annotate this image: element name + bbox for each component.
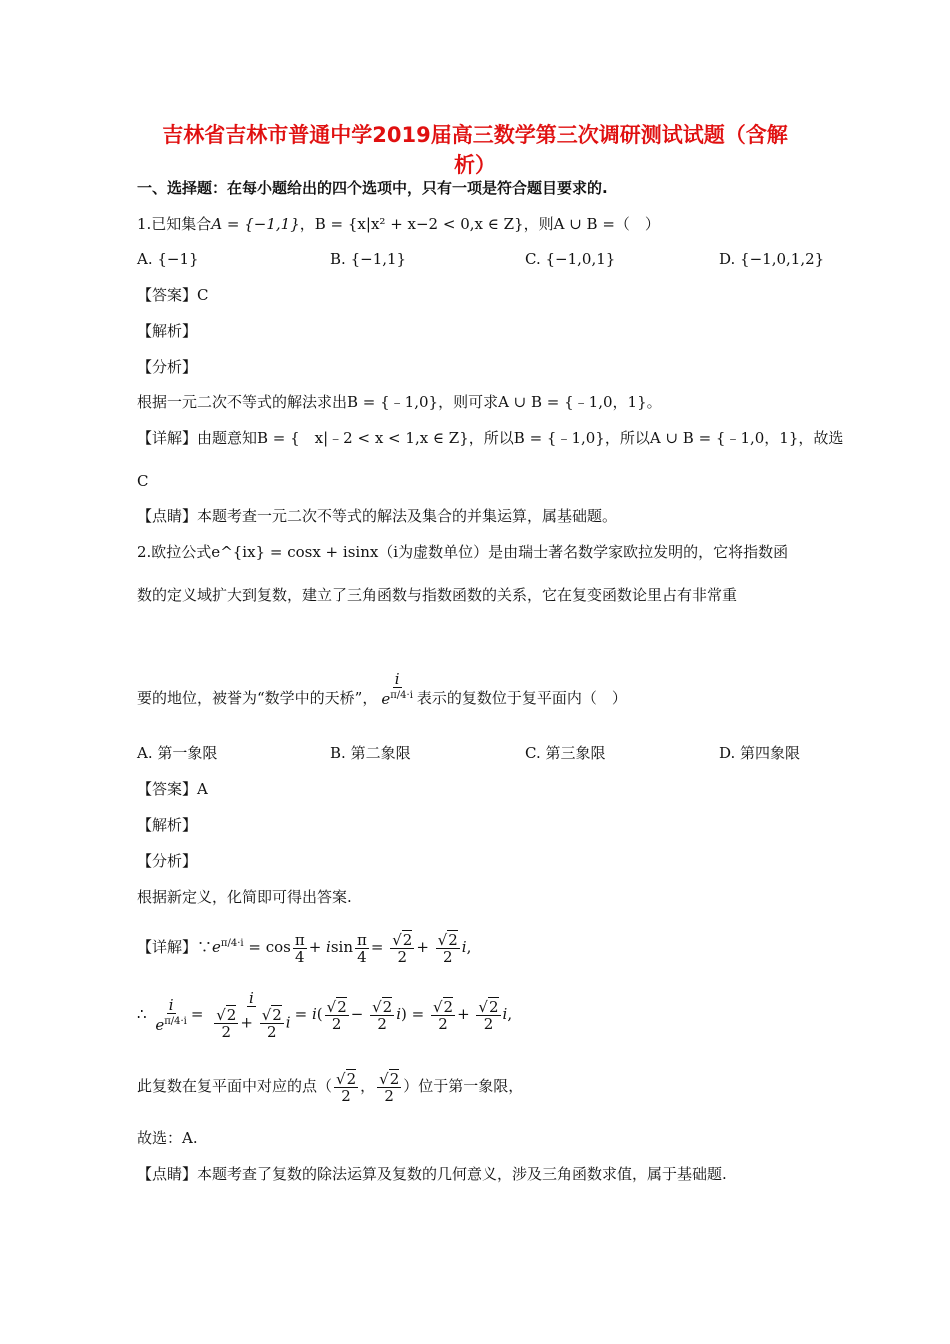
q2-option-d: D. 第四象限 — [719, 744, 801, 762]
title-line-1: 吉林省吉林市普通中学2019届高三数学第三次调研测试试题（含解 — [162, 123, 788, 147]
q1-set-b: ，B = {x|x² + x−2 < 0,x ∈ Z} — [299, 215, 524, 233]
q1-fenxi: 根据一元二次不等式的解法求出B = {﹣1,0}，则可求A ∪ B = {﹣1,0，1}。 — [137, 393, 662, 411]
q2-comment: 【点睛】本题考查了复数的除法运算及复数的几何意义，涉及三角函数求值，属于基础题. — [137, 1165, 727, 1183]
q1-option-a: A. {−1} — [137, 250, 199, 268]
document-title — [120, 120, 830, 180]
q1-analysis-heading: 【解析】 — [137, 322, 198, 340]
q1-stem-suffix: ，则A ∪ B =（ ） — [523, 215, 660, 233]
q2-conclusion: 故选：A. — [137, 1129, 198, 1147]
q2-option-b: B. 第二象限 — [330, 744, 411, 762]
q2-analysis-heading: 【解析】 — [137, 816, 198, 834]
q2-answer: 【答案】A — [137, 780, 208, 798]
q1-option-b: B. {−1,1} — [330, 250, 407, 268]
q2-line-3: 要的地位，被誉为“数学中的天桥”， $\frac{i}{e^{\pi/4\cdot i}}$ 表示的复数位于复平面内（ ） — [137, 670, 627, 708]
q2-option-a: A. 第一象限 — [137, 744, 218, 762]
q2-option-c: C. 第三象限 — [525, 744, 606, 762]
q2-fenxi: 根据新定义，化简即可得出答案. — [137, 888, 352, 906]
q1-comment: 【点睛】本题考查一元二次不等式的解法及集合的并集运算，属基础题。 — [137, 507, 618, 525]
q1-option-c: C. {−1,0,1} — [525, 250, 616, 268]
q2-fenxi-heading: 【分析】 — [137, 852, 198, 870]
q2-detail-formula-1: 【详解】$\because e^{\pi/4\cdot i} = \cos$ $\frac{\pi}{4}$ + isin $\frac{\pi}{4}$ = $\frac{√2}{2}$ + $\frac{√2}{2}$ i, — [137, 930, 472, 966]
q1-detail-tail: C — [137, 472, 149, 490]
q1-set-a: A = {−1,1} — [211, 215, 300, 233]
q1-stem — [137, 214, 660, 234]
section-heading: 一、选择题：在每小题给出的四个选项中，只有一项是符合题目要求的. — [137, 179, 608, 197]
q1-detail: 【详解】由题意知B = { x|﹣2 < x < 1,x ∈ Z}，所以B = {﹣1,0}，所以A ∪ B = {﹣1,0，1}，故选 — [137, 429, 844, 447]
q1-answer: 【答案】C — [137, 286, 209, 304]
title-line-2: 析） — [454, 153, 496, 177]
q2-point-text: 此复数在复平面中对应的点（ $\frac{√2}{2}$ ， $\frac{√2}{2}$ ）位于第一象限， — [137, 1069, 524, 1105]
q1-stem-prefix: 1.已知集合 — [137, 215, 212, 233]
q2-line-1: 2.欧拉公式e^{ix} = cosx + isinx（i为虚数单位）是由瑞士著名数学家欧拉发明的，它将指数函 — [137, 543, 789, 561]
euler-fraction: $\frac{i}{e^{\pi/4\cdot i}}$ — [381, 670, 413, 708]
q2-detail-formula-2: ∴ $\frac{i}{e^{\pi/4\cdot i}}$ = i $\frac{√2}{2}$ + $\frac{√2}{2}$ i = i( $\frac{√2}{2}$ − $\frac{√2}{2}$ i) = $\frac{√2}{2}$ + $\frac{√2}{2}$ i, — [137, 989, 513, 1041]
q1-fenxi-heading: 【分析】 — [137, 358, 198, 376]
q1-option-d: D. {−1,0,1,2} — [719, 250, 825, 268]
q2-line-2: 数的定义域扩大到复数，建立了三角函数与指数函数的关系，它在复变函数论里占有非常重 — [137, 586, 738, 604]
